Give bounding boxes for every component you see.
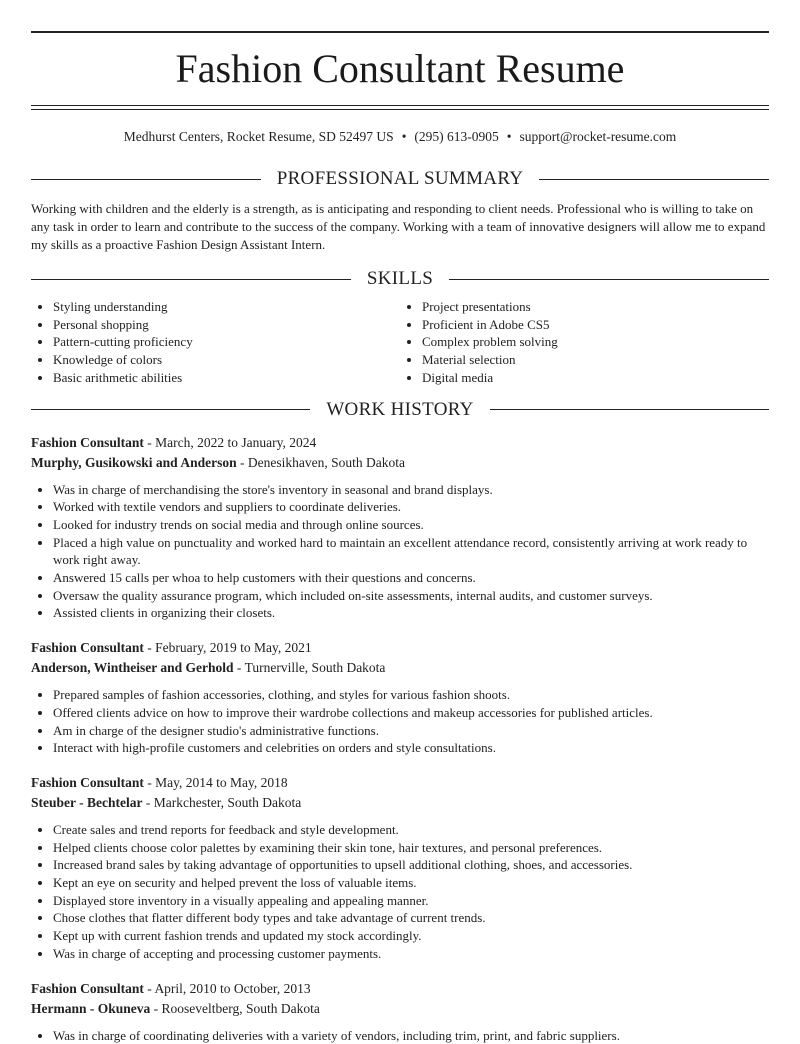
job-bullets	[31, 1027, 769, 1044]
skill-item: • Knowledge of colors	[53, 351, 400, 369]
job-title-line: Fashion Consultant - May, 2014 to May, 2018	[31, 774, 288, 790]
top-rule	[31, 31, 769, 33]
company: Murphy, Gusikowski and Anderson	[31, 454, 237, 470]
job-entry	[31, 773, 769, 963]
job-dates: March, 2022 to January, 2024	[155, 434, 317, 450]
job-title: Fashion Consultant	[31, 434, 144, 450]
job-dates: February, 2019 to May, 2021	[155, 640, 312, 656]
job-bullets	[31, 821, 769, 963]
job-company-line: Steuber - Bechtelar - Markchester, South Dakota	[31, 794, 302, 810]
company: Steuber - Bechtelar	[31, 794, 143, 810]
skill-item: • Proficient in Adobe CS5	[422, 316, 769, 334]
job-bullet: • Placed a high value on punctuality and worked hard to maintain an excellent attendance record, consistently arriving at work ready to work right away.	[53, 534, 769, 569]
job-bullet: • Interact with high-profile customers and celebrities on orders and style consultations.	[53, 739, 769, 757]
company: Hermann - Okuneva	[31, 1000, 151, 1016]
job-title-line: Fashion Consultant - April, 2010 to October, 2013	[31, 980, 311, 996]
job-bullet: • Prepared samples of fashion accessories, clothing, and styles for various fashion shoots.	[53, 686, 769, 704]
job-bullets	[31, 481, 769, 623]
company: Anderson, Wintheiser and Gerhold	[31, 660, 234, 676]
phone: (295) 613-0905	[414, 129, 499, 144]
job-company-line: Murphy, Gusikowski and Anderson - Denesikhaven, South Dakota	[31, 454, 405, 470]
double-rule	[31, 105, 769, 110]
location: Turnerville, South Dakota	[244, 660, 386, 676]
section-title: PROFESSIONAL SUMMARY	[276, 168, 524, 189]
skills-column-left	[31, 298, 400, 387]
section-title: SKILLS	[366, 268, 434, 289]
section-header-skills	[31, 268, 769, 290]
section-title: WORK HISTORY	[326, 398, 474, 420]
section-header-summary	[31, 168, 769, 190]
job-company-line: Anderson, Wintheiser and Gerhold - Turnerville, South Dakota	[31, 660, 386, 676]
job-bullet: • Increased brand sales by taking advantage of opportunities to upsell additional clothing, shoes, and accessories.	[53, 856, 769, 874]
job-bullet: • Kept an eye on security and helped prevent the loss of valuable items.	[53, 874, 769, 892]
job-bullet: • Worked with textile vendors and suppliers to coordinate deliveries.	[53, 498, 769, 516]
job-bullet: • Looked for industry trends on social media and through online sources.	[53, 516, 769, 534]
separator: •	[506, 129, 512, 144]
contact-line	[31, 128, 769, 146]
job-bullet: • Helped clients choose color palettes by examining their skin tone, hair textures, and personal preferences.	[53, 839, 769, 857]
job-entry	[31, 433, 769, 623]
job-entry	[31, 979, 769, 1044]
job-bullet: • Was in charge of coordinating deliveries with a variety of vendors, including trim, print, and fabric suppliers.	[53, 1027, 769, 1044]
job-bullets	[31, 686, 769, 757]
work-history	[31, 433, 769, 1044]
address: Medhurst Centers, Rocket Resume, SD 52497 US	[123, 129, 394, 144]
skill-item: • Styling understanding	[53, 298, 400, 316]
location: Rooseveltberg, South Dakota	[161, 1000, 320, 1016]
job-title-line: Fashion Consultant - March, 2022 to January, 2024	[31, 434, 317, 450]
job-bullet: • Displayed store inventory in a visually appealing and appealing manner.	[53, 892, 769, 910]
skill-item: • Complex problem solving	[422, 333, 769, 351]
job-bullet: • Oversaw the quality assurance program, which included on-site assessments, internal audits, and customer surveys.	[53, 587, 769, 605]
skill-item: • Project presentations	[422, 298, 769, 316]
section-header-work	[31, 399, 769, 421]
job-bullet: • Kept up with current fashion trends and updated my stock accordingly.	[53, 927, 769, 945]
job-bullet: • Chose clothes that flatter different body types and take advantage of current trends.	[53, 909, 769, 927]
job-title: Fashion Consultant	[31, 640, 144, 656]
job-company-line: Hermann - Okuneva - Rooseveltberg, South Dakota	[31, 1000, 320, 1016]
job-bullet: • Offered clients advice on how to improve their wardrobe collections and makeup accessories for published articles.	[53, 704, 769, 722]
resume-title: Fashion Consultant Resume	[175, 46, 625, 91]
location: Markchester, South Dakota	[153, 794, 302, 810]
skills-list	[31, 298, 769, 387]
skill-item: • Pattern-cutting proficiency	[53, 333, 400, 351]
skill-item: • Personal shopping	[53, 316, 400, 334]
job-bullet: • Am in charge of the designer studio's administrative functions.	[53, 722, 769, 740]
skill-item: • Basic arithmetic abilities	[53, 369, 400, 387]
job-bullet: • Answered 15 calls per whoa to help customers with their questions and concerns.	[53, 569, 769, 587]
professional-summary: Working with children and the elderly is a strength, as is anticipating and responding to client needs. Professional who is willing to take on any task in order to learn and contribute to the success of the company. Working with a team of innovative designers will allow me to expand my skills as a proactive Fashion Design Assistant Intern.	[31, 201, 766, 252]
job-bullet: • Was in charge of merchandising the store's inventory in seasonal and brand displays.	[53, 481, 769, 499]
job-bullet: • Assisted clients in organizing their closets.	[53, 604, 769, 622]
skills-column-right	[400, 298, 769, 387]
job-title: Fashion Consultant	[31, 980, 144, 996]
location: Denesikhaven, South Dakota	[247, 454, 405, 470]
job-bullet: • Was in charge of accepting and processing customer payments.	[53, 945, 769, 963]
job-title: Fashion Consultant	[31, 774, 144, 790]
job-bullet: • Create sales and trend reports for feedback and style development.	[53, 821, 769, 839]
job-entry	[31, 638, 769, 757]
skill-item: • Digital media	[422, 369, 769, 387]
skill-item: • Material selection	[422, 351, 769, 369]
job-title-line: Fashion Consultant - February, 2019 to May, 2021	[31, 640, 312, 656]
email: support@rocket-resume.com	[519, 129, 677, 144]
separator: •	[401, 129, 407, 144]
job-dates: April, 2010 to October, 2013	[154, 980, 311, 996]
job-dates: May, 2014 to May, 2018	[155, 774, 288, 790]
